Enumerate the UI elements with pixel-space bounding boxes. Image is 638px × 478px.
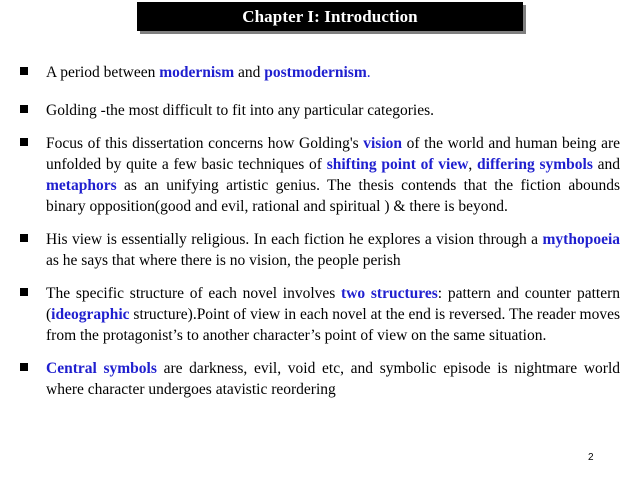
bullet-text: are darkness, evil, void etc, and symbolic episode is nightmare world where character undergoes atavistic reordering	[46, 360, 620, 398]
highlight-term: two structures	[341, 285, 438, 302]
bullet-item-religious-view	[20, 229, 620, 271]
highlight-term: modernism	[159, 64, 235, 81]
bullet-list	[20, 62, 620, 400]
square-bullet-icon	[20, 105, 28, 113]
bullet-text: : pattern and counter pattern (	[46, 285, 620, 323]
bullet-text: His view is essentially religious. In each fiction he explores a vision through a	[46, 231, 543, 248]
bullet-item-modernism	[20, 62, 620, 83]
title-bar	[137, 2, 523, 31]
highlight-term: vision	[363, 135, 403, 152]
bullet-item-central-symbols	[20, 358, 620, 400]
bullet-text: and	[592, 156, 620, 173]
page-number: 2	[588, 452, 594, 463]
highlight-term: mythopoeia	[542, 231, 620, 248]
bullet-item-golding-categories	[20, 100, 620, 121]
bullet-text: structure).Point of view in each novel at the end is reversed. The reader moves from the protagonist’s to another character’s point of view on the same situation.	[46, 306, 620, 344]
bullet-text: Golding -the most difficult to fit into any particular categories.	[46, 102, 434, 119]
bullet-text: ,	[468, 156, 478, 173]
highlight-term: Central symbols	[46, 360, 157, 377]
square-bullet-icon	[20, 67, 28, 75]
highlight-term: postmodernism	[264, 64, 367, 81]
bullet-text: and	[234, 64, 265, 81]
bullet-text: of the world and human being are unfolded by quite a few basic techniques of	[46, 135, 620, 173]
highlight-term: metaphors	[46, 177, 117, 194]
square-bullet-icon	[20, 363, 28, 371]
bullet-item-novel-structure	[20, 283, 620, 346]
bullet-text: Focus of this dissertation concerns how Golding's	[46, 135, 364, 152]
square-bullet-icon	[20, 138, 28, 146]
bullet-text: The specific structure of each novel involves	[46, 285, 342, 302]
highlight-term: differing symbols	[477, 156, 593, 173]
slide-title: Chapter I: Introduction	[242, 6, 418, 26]
square-bullet-icon	[20, 288, 28, 296]
bullet-text: as an unifying artistic genius. The thesis contends that the fiction abounds binary opposition(good and evil, rational and spiritual ) & there is beyond.	[46, 177, 620, 215]
bullet-text: A period between	[46, 64, 160, 81]
bullet-item-dissertation-focus	[20, 133, 620, 217]
bullet-text: .	[366, 64, 371, 81]
bullet-text: as he says that where there is no vision, the people perish	[46, 252, 401, 269]
highlight-term: shifting point of view	[326, 156, 469, 173]
highlight-term: ideographic	[51, 306, 130, 323]
square-bullet-icon	[20, 234, 28, 242]
